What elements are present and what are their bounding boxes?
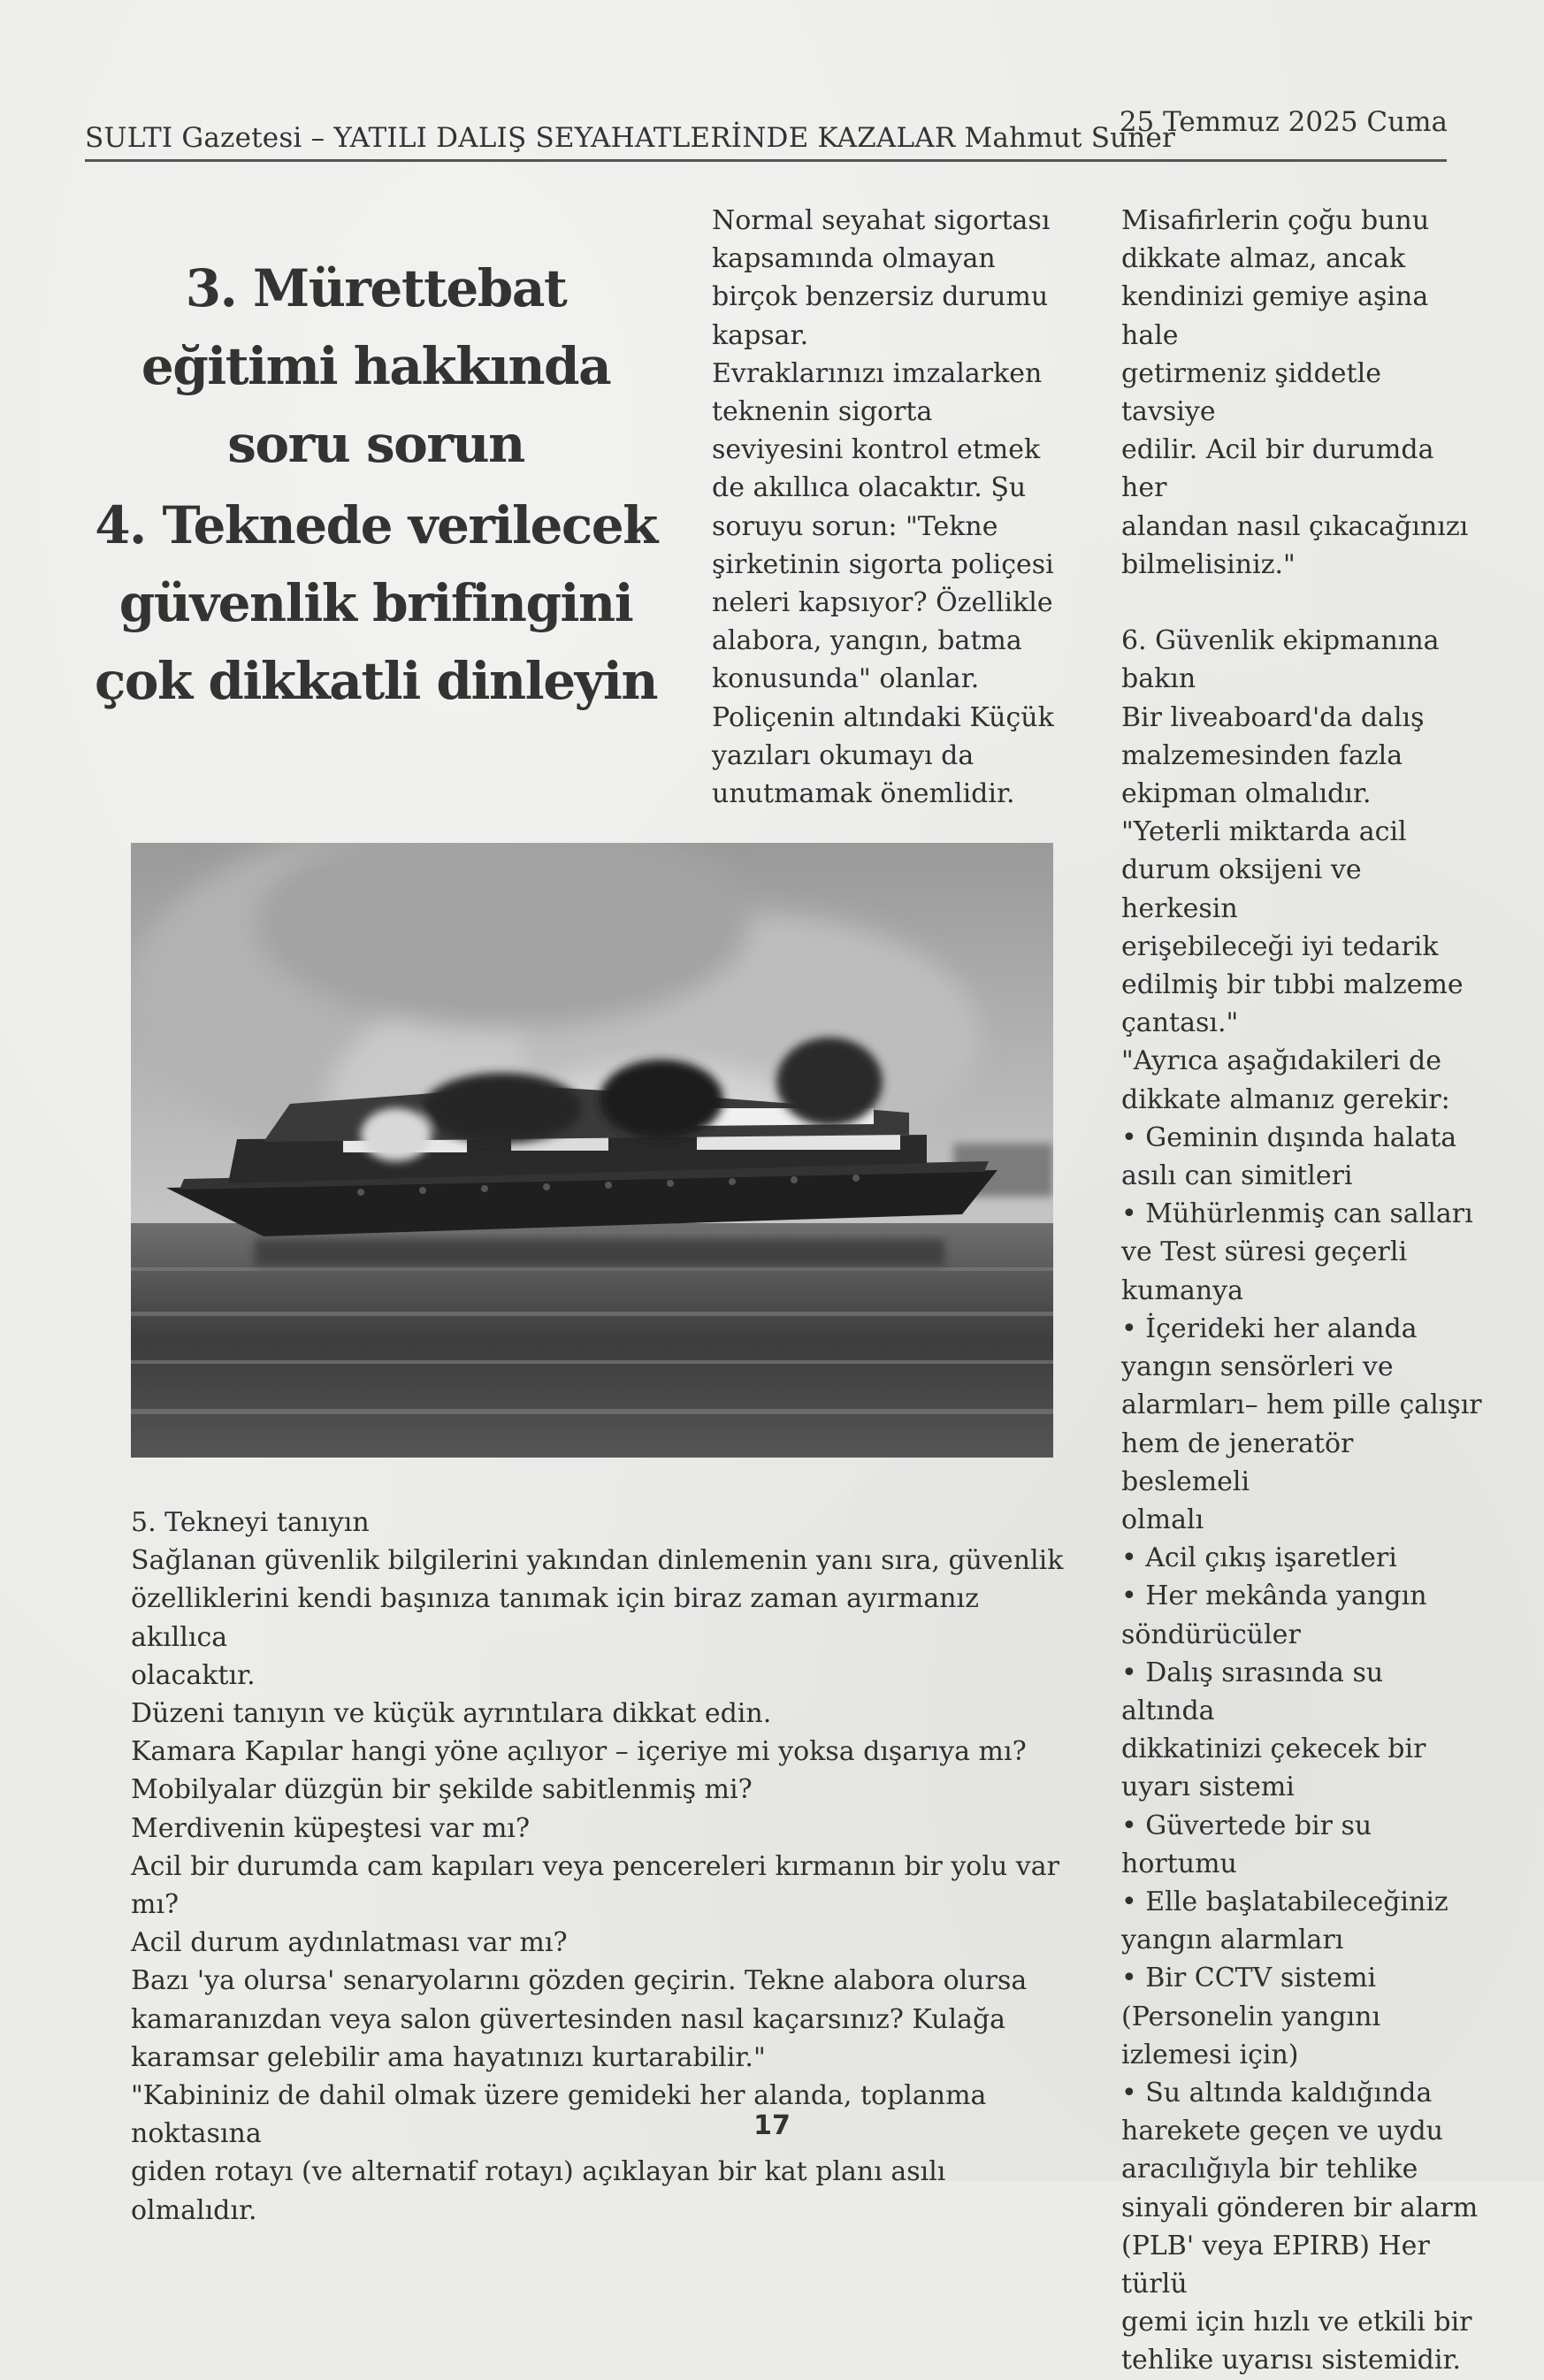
heading-crew-training: 3. Mürettebat eğitimi hakkında soru sorun xyxy=(141,258,611,474)
header-divider xyxy=(85,159,1447,162)
page-number: 17 xyxy=(753,2110,791,2141)
article-column-right: Misafirlerin çoğu bunu dikkate almaz, ancak kendinizi gemiye aşina hale getirmeniz şiddetle tavsiye edilir. Acil bir durumda her alandan nasıl çıkacağınızı bilmelisiniz." 6. Güvenlik ekipmanına bakın Bir liveaboard'da dalış malzemesinden fazla ekipman olmalıdır. "Yeterli miktarda acil durum oksijeni ve herkesin erişebileceği iyi tedarik edilmiş bir tıbbi malzeme çantası." "Ayrıca aşağıdakileri de dikkate almanız gerekir: • Geminin dışında halata asılı can simitleri • Mühürlenmiş can salları ve Test süresi geçerli kumanya • İçerideki her alanda yangın sensörleri ve alarmları– hem pille çalışır hem de jeneratör beslemeli olmalı • Acil çıkış işaretleri • Her mekânda yangın söndürücüler • Dalış sırasında su altında dikkatinizi çekecek bir uyarı sistemi • Güvertede bir su hortumu • Elle başlatabileceğiniz yangın alarmları • Bir CCTV sistemi (Personelin yangını izlemesi için) • Su altında kaldığında harekete geçen ve uydu aracılığıyla bir tehlike sinyali gönderen bir alarm (PLB' veya EPIRB) Her türlü gemi için hızlı ve etkili bir tehlike uyarısı sistemidir. xyxy=(1121,205,1482,2376)
header-date: 25 Temmuz 2025 Cuma xyxy=(1119,106,1448,138)
article-column-bottom: 5. Tekneyi tanıyın Sağlanan güvenlik bilgilerini yakından dinlemenin yanı sıra, güvenlik özelliklerini kendi başınıza tanımak için biraz zaman ayırmanız akıllıca olacaktır. Düzeni tanıyın ve küçük ayrıntılara dikkat edin. Kamara Kapılar hangi yöne açılıyor – içeriye mi yoksa dışarıya mı? Mobilyalar düzgün bir şekilde sabitlenmiş mi? Merdivenin küpeştesi var mı? Acil bir durumda cam kapıları veya pencereleri kırmanın bir yolu var mı? Acil durum aydınlatması var mı? Bazı 'ya olursa' senaryolarını gözden geçirin. Tekne alabora olursa kamaranızdan veya salon güvertesinden nasıl kaçarsınız? Kulağa karamsar gelebilir ama hayatınızı kurtarabilir." "Kabininiz de dahil olmak üzere gemideki her alanda, toplanma noktasına giden rotayı (ve alternatif rotayı) açıklayan bir kat planı asılı olmalıdır. xyxy=(131,1507,1064,2226)
header-title: SULTI Gazetesi – YATILI DALIŞ SEYAHATLERİNDE KAZALAR Mahmut Suner xyxy=(85,122,1176,154)
heading-safety-briefing: 4. Teknede verilecek güvenlik brifingini çok dikkatli dinleyin xyxy=(94,495,658,711)
article-column-middle: Normal seyahat sigortası kapsamında olmayan birçok benzersiz durumu kapsar. Evraklarınızı imzalarken teknenin sigorta seviyesini kontrol etmek de akıllıca olacaktır. Şu soruyu sorun: "Tekne şirketinin sigorta poliçesi neleri kapsıyor? Özellikle alabora, yangın, batma konusunda" olanlar. Poliçenin altındaki Küçük yazıları okumayı da unutmamak önemlidir. xyxy=(712,205,1054,810)
burning-boat-photo xyxy=(131,843,1053,1458)
